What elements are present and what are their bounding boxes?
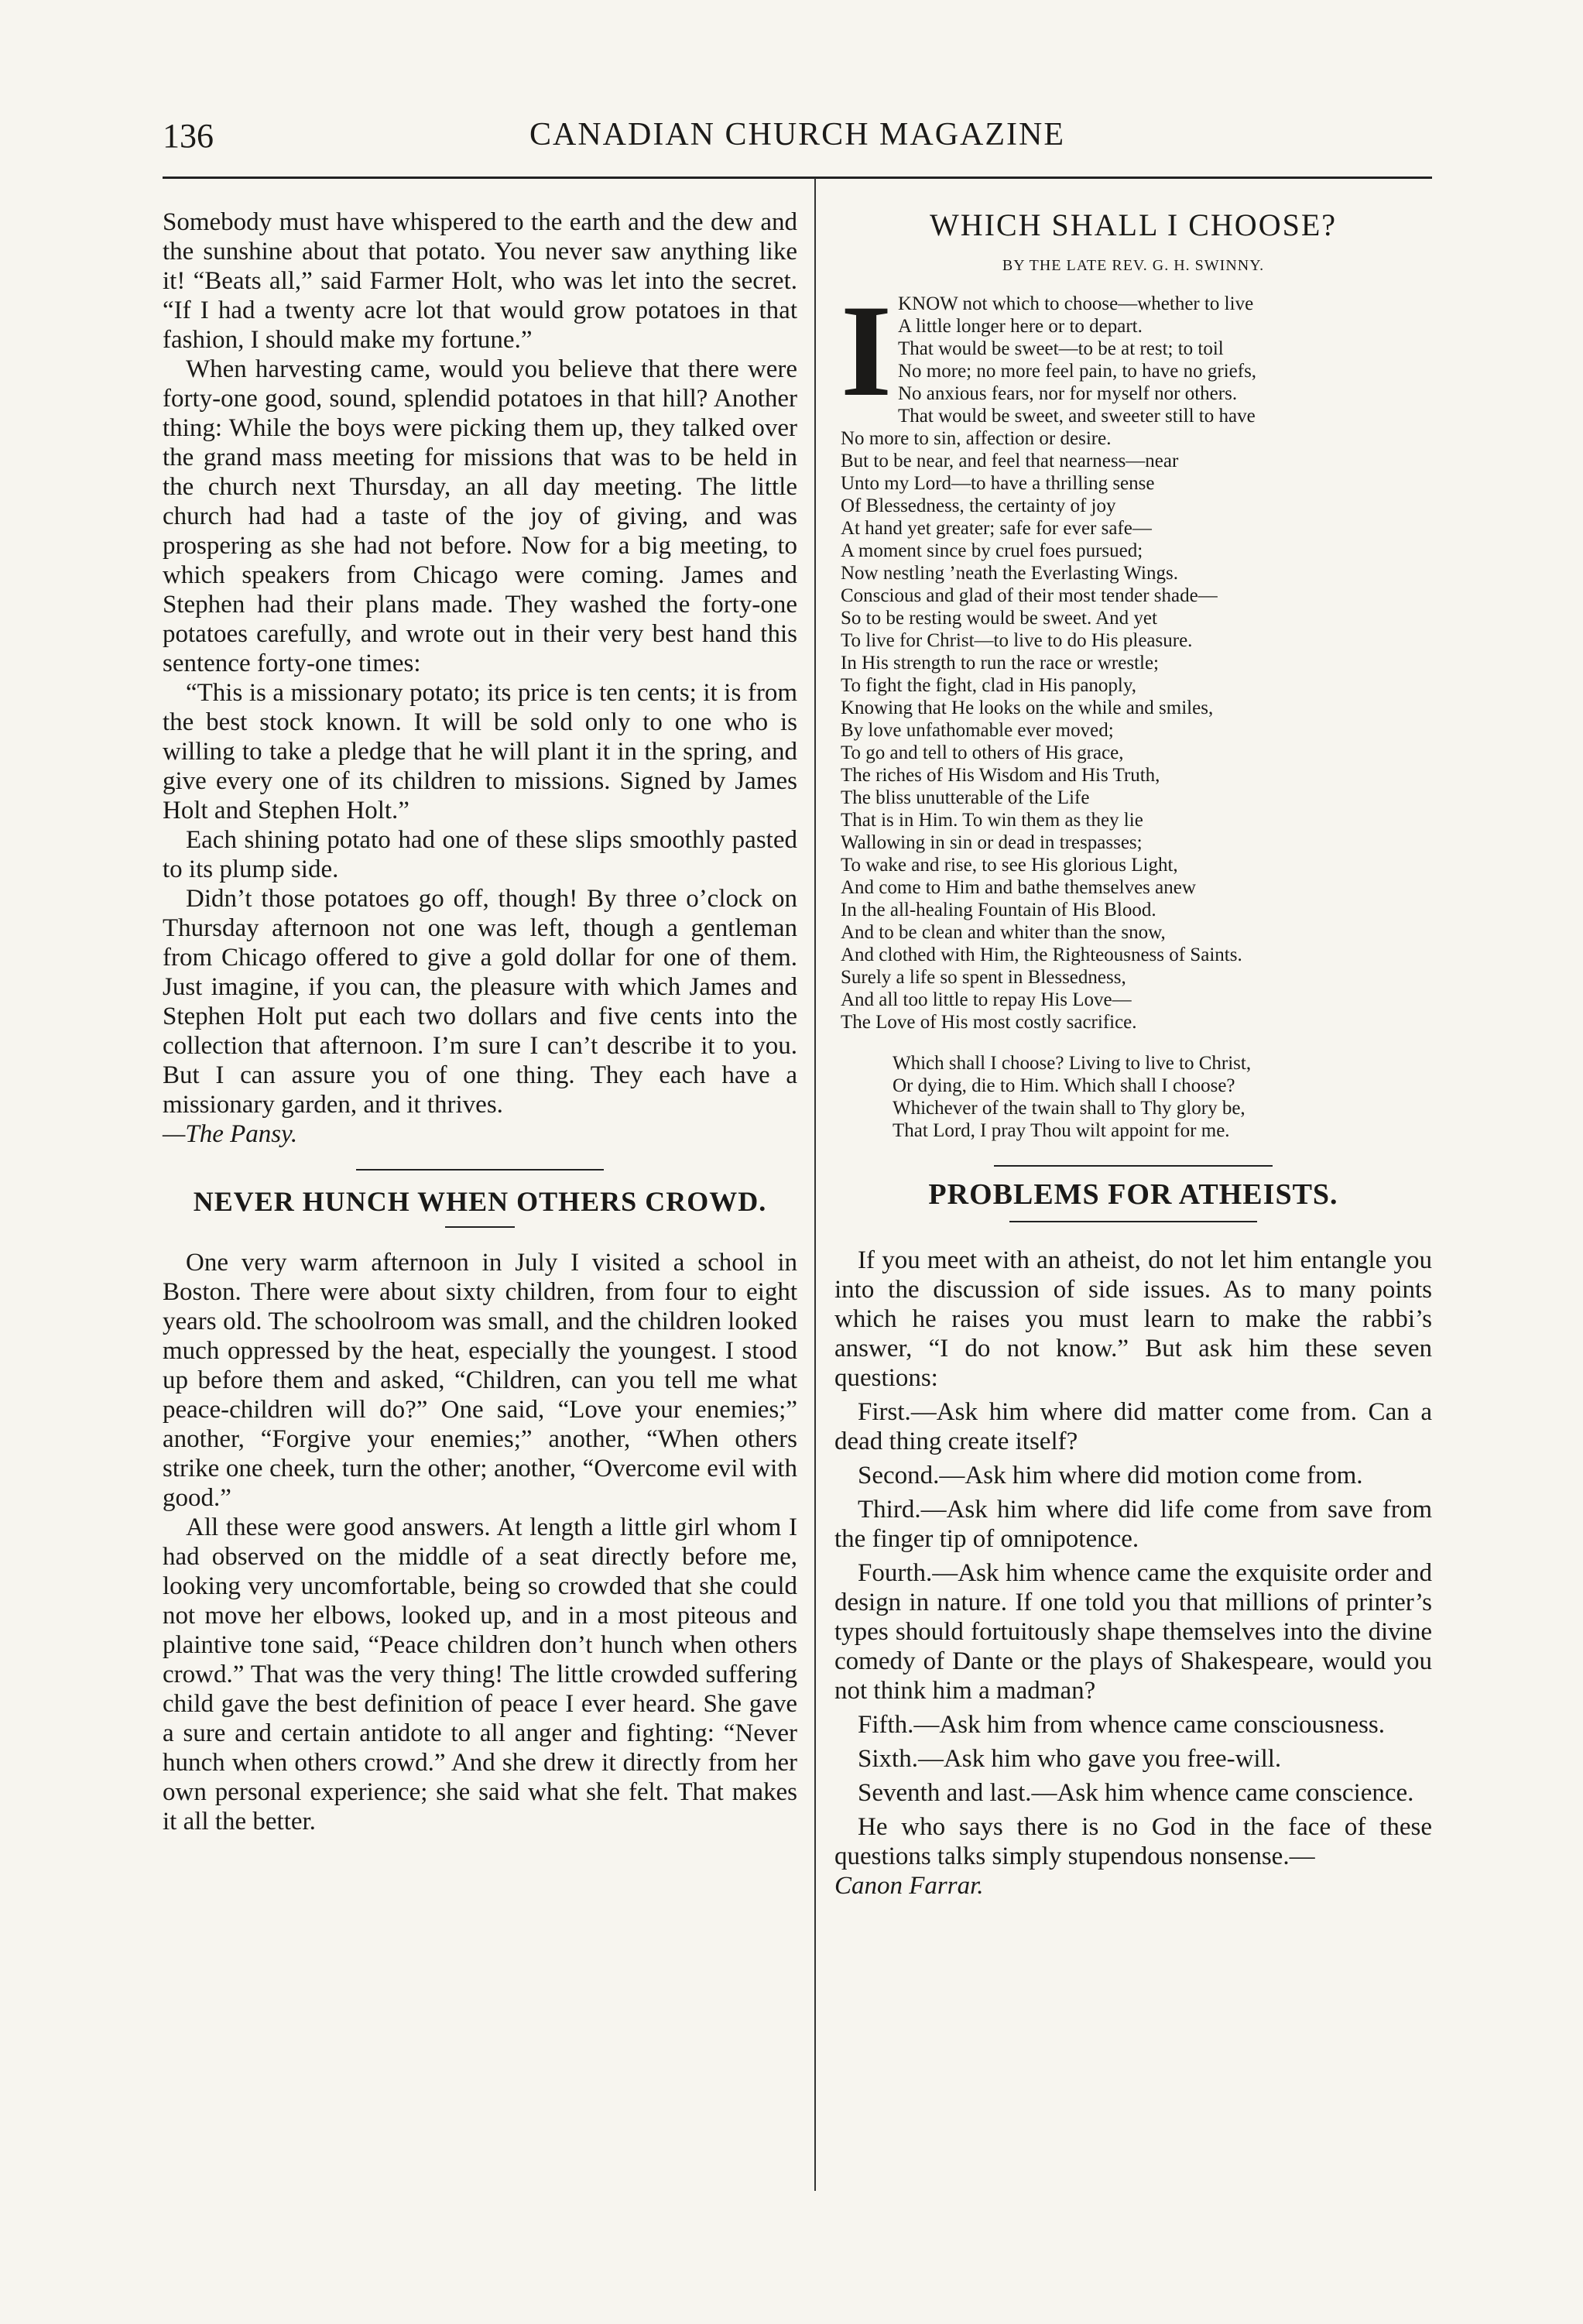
section-rule <box>1009 1221 1257 1222</box>
question-paragraph: Fifth.—Ask him from whence came consciousness. <box>858 1711 1385 1739</box>
section-rule <box>994 1165 1273 1167</box>
poem-line: No more; no more feel pain, to have no griefs, <box>898 361 1257 382</box>
question-paragraph: Seventh and last.—Ask him whence came conscience. <box>858 1779 1414 1807</box>
running-title: CANADIAN CHURCH MAGAZINE <box>529 117 1065 153</box>
drop-cap: I <box>841 278 893 423</box>
article-source: Canon Farrar. <box>834 1872 984 1900</box>
poem-line: That would be sweet—to be at rest; to toil <box>898 338 1224 359</box>
poem-line: Surely a life so spent in Blessedness, <box>841 967 1126 988</box>
page-number: 136 <box>163 117 214 155</box>
poem-line: The riches of His Wisdom and His Truth, <box>841 765 1160 786</box>
poem-line: In His strength to run the race or wrestle; <box>841 653 1159 674</box>
question-paragraph: Third.—Ask him where did life come from save from the finger tip of omnipotence. <box>834 1496 1432 1553</box>
intro-paragraph: “This is a missionary potato; its price is ten cents; it is from the best stock known. It will be sold only to one who is willing to take a pledge that he will plant it in the spring, and give every one of its children to missions. Signed by James Holt and Stephen Holt.” <box>163 679 797 824</box>
poem-line: And come to Him and bathe themselves anew <box>841 877 1196 898</box>
question-paragraph: First.—Ask him where did matter come from. Can a dead thing create itself? <box>834 1398 1432 1455</box>
poem-line: Knowing that He looks on the while and smiles, <box>841 698 1214 718</box>
intro-paragraph: Somebody must have whispered to the earth and the dew and the sunshine about that potato. You never saw anything like it! “Beats all,” said Farmer Holt, who was let into the secret. “If I had a twenty acre lot that would grow potatoes in that fashion, I should make my fortune.” <box>163 208 797 354</box>
poem-line: A little longer here or to depart. <box>898 316 1143 337</box>
closing-stanza <box>893 1052 1432 1142</box>
poem-line: No anxious fears, nor for myself nor others. <box>898 383 1238 404</box>
story-title: NEVER HUNCH WHEN OTHERS CROWD. <box>193 1186 767 1217</box>
poem-line: By love unfathomable ever moved; <box>841 720 1114 741</box>
page-header <box>163 116 1432 163</box>
poem-line: And all too little to repay His Love— <box>841 989 1132 1010</box>
poem-line: So to be resting would be sweet. And yet <box>841 608 1157 629</box>
story-paragraph: All these were good answers. At length a little girl whom I had observed on the middle of a seat directly before me, looking very uncomfortable, being so crowded that she could not move her elbows, looked up, and in a most piteous and plaintive tone said, “Peace children don’t hunch when others crowd.” That was the very thing! The little crowded suffering child gave the best definition of peace I ever heard. She gave a sure and certain antidote to all anger and fighting: “Never hunch when others crowd.” And she drew it directly from her own personal experience; she said what she felt. That makes it all the better. <box>163 1513 797 1836</box>
closing-paragraph: He who says there is no God in the face of these questions talks simply stupendous nonsense.— <box>834 1813 1432 1870</box>
poem-line: To wake and rise, to see His glorious Light, <box>841 855 1178 876</box>
question-paragraph: Sixth.—Ask him who gave you free-will. <box>858 1745 1282 1773</box>
story-paragraph: One very warm afternoon in July I visited a school in Boston. There were about sixty children, from four to eight years old. The schoolroom was small, and the children looked much oppressed by the heat, especially the youngest. I stood up before them and asked, “Children, can you tell me what peace-children will do?” One said, “Love your enemies;” another, “Forgive your enemies;” another, “When others strike one cheek, turn the other; another, “Overcome evil with good.” <box>163 1249 797 1512</box>
stanza-line: Or dying, die to Him. Which shall I choose? <box>893 1075 1235 1096</box>
poem-byline: BY THE LATE REV. G. H. SWINNY. <box>1002 257 1265 274</box>
stanza-line: That Lord, I pray Thou wilt appoint for me. <box>893 1120 1230 1141</box>
question-paragraph: Second.—Ask him where did motion come from. <box>858 1462 1363 1489</box>
poem-line: KNOW not which to choose—whether to live <box>898 293 1254 314</box>
title-dash <box>445 1226 515 1228</box>
poem-line: Unto my Lord—to have a thrilling sense <box>841 473 1155 494</box>
section-rule <box>356 1169 604 1171</box>
left-column <box>163 207 797 1836</box>
article-title: PROBLEMS FOR ATHEISTS. <box>928 1178 1338 1211</box>
poem-line: Of Blessedness, the certainty of joy <box>841 495 1116 516</box>
poem-title: WHICH SHALL I CHOOSE? <box>929 207 1338 242</box>
poem-line: Wallowing in sin or dead in trespasses; <box>841 832 1143 853</box>
header-rule <box>163 177 1432 179</box>
stanza-line: Which shall I choose? Living to live to Christ, <box>893 1053 1252 1074</box>
question-paragraph: Fourth.—Ask him whence came the exquisite order and design in nature. If one told you that millions of printer’s types should fortuitously shape themselves into the divine comedy of Dante or the plays of Shakespeare, would you not think him a madman? <box>834 1559 1432 1705</box>
intro-paragraph: Didn’t those potatoes go off, though! By three o’clock on Thursday afternoon not one was left, though a gentleman from Chicago offered to give a gold dollar for one of them. Just imagine, if you can, the pleasure with which James and Stephen Holt put each two dollars and five cents into the collection that afternoon. I’m sure I can’t describe it to you. But I can assure you of one thing. They each have a missionary garden, and it thrives. <box>163 885 797 1119</box>
poem-line: To fight the fight, clad in His panoply, <box>841 675 1136 696</box>
poem-line: A moment since by cruel foes pursued; <box>841 540 1143 561</box>
poem-line: The Love of His most costly sacrifice. <box>841 1012 1137 1033</box>
poem-line: That is in Him. To win them as they lie <box>841 810 1143 831</box>
poem-line: To live for Christ—to live to do His pleasure. <box>841 630 1193 651</box>
poem-line: In the all-healing Fountain of His Blood. <box>841 900 1156 920</box>
poem-line: At hand yet greater; safe for ever safe— <box>841 518 1152 539</box>
poem-line: No more to sin, affection or desire. <box>841 428 1112 449</box>
article-paragraph: If you meet with an atheist, do not let him entangle you into the discussion of side issues. As to many points which he raises you must learn to make the rabbi’s answer, “I do not know.” But ask him these seven questions: <box>834 1246 1432 1392</box>
intro-paragraph: Each shining potato had one of these slips smoothly pasted to its plump side. <box>163 826 797 883</box>
column-divider <box>814 178 816 2191</box>
poem-line: Now nestling ’neath the Everlasting Wings. <box>841 563 1178 584</box>
poem-line: Conscious and glad of their most tender shade— <box>841 585 1218 606</box>
poem-line: But to be near, and feel that nearness—near <box>841 451 1179 471</box>
poem-line: And clothed with Him, the Righteousness of Saints. <box>841 944 1242 965</box>
poem-line: The bliss unutterable of the Life <box>841 787 1090 808</box>
poem-line: And to be clean and whiter than the snow, <box>841 922 1166 943</box>
poem-line: To go and tell to others of His grace, <box>841 742 1124 763</box>
stanza-line: Whichever of the twain shall to Thy glory be, <box>893 1098 1245 1119</box>
right-column <box>834 207 1432 1901</box>
intro-source: —The Pansy. <box>163 1120 298 1148</box>
poem-body <box>841 278 1432 1033</box>
poem-line: That would be sweet, and sweeter still to have <box>898 406 1256 427</box>
intro-paragraph: When harvesting came, would you believe that there were forty-one good, sound, splendid potatoes in that hill? Another thing: While the boys were picking them up, they talked over the grand mass meeting for missions that was to be held in the church next Thursday, an all day meeting. The little church had had a taste of the joy of giving, and was prospering as she had not before. Now for a big meeting, to which speakers from Chicago were coming. James and Stephen had their plans made. They washed the forty-one potatoes carefully, and wrote out in their very best hand this sentence forty-one times: <box>163 355 797 677</box>
